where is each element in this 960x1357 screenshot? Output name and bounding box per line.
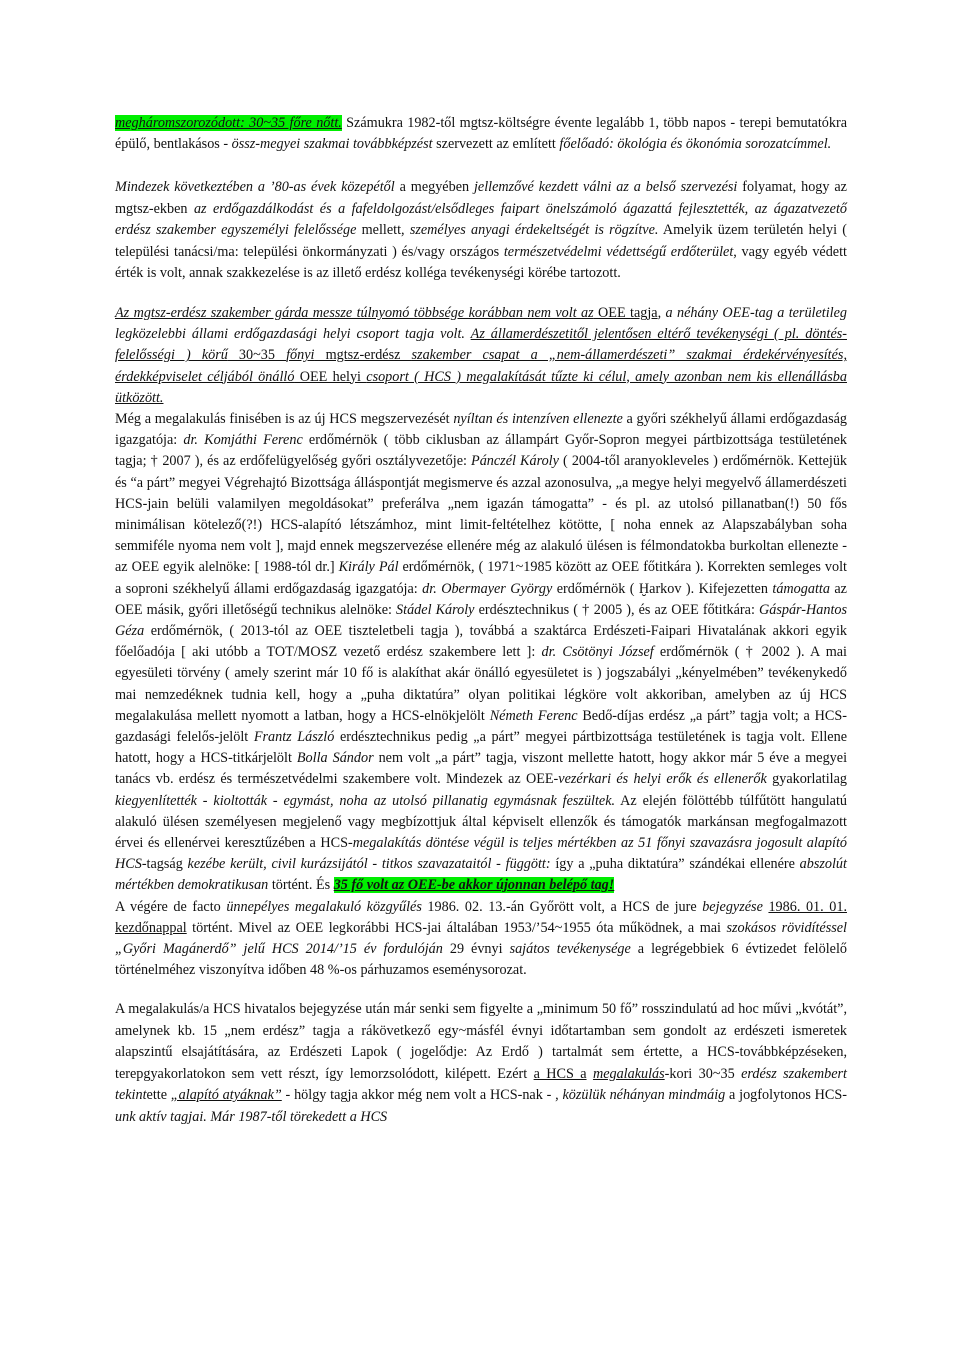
text-segment: Az elején fölöttébb túlfűtött hangulatú alakuló ülésen személyesen megjelenő vagy megbízottjuk által képviselt ellenzők és támogatók markánsan megfogalmazott érvei és ellenérvei keresztűzében a HCS- [115, 792, 847, 852]
text-segment: vezérkari és helyi erők és ellenerők [558, 771, 767, 788]
text-segment: közülük néhányan mindmáig [562, 1087, 726, 1104]
text-segment: mellett, [356, 222, 410, 239]
text-segment: csoport ( HCS ) megalakítását tűzte ki célul, amely azonban nem kis ellenállásba ütközött. [115, 368, 847, 406]
text-segment: Gáspár-Hantos Géza [115, 601, 847, 640]
text-segment: sajátos tevékenysége [509, 941, 631, 958]
text-segment: Mindezek következtében a ’80-as évek közepétől [115, 179, 395, 195]
text-segment: nyíltan és intenzíven ellenezte [453, 410, 623, 427]
text-segment: az erdőgazdálkodást és a fafeldolgozást/elsődleges faipart önelszámoló ágazattá fejlesztették, az ágazatvezető erdész szakember egyszemélyi felelőssége [115, 200, 847, 239]
text-segment: főnyi [286, 347, 315, 364]
text-segment: Még a megalakulás finisében is az új HCS megszervezését [115, 410, 454, 427]
paragraph-5 [115, 999, 847, 1127]
paragraph-2 [115, 177, 847, 285]
text-segment: ette [146, 1087, 171, 1104]
text-segment: 30~35 [227, 347, 287, 364]
text-segment: 35 fő volt az OEE-be akkor újonnan belépő tag! [333, 877, 615, 894]
text-segment: Bolla Sándor [296, 750, 374, 767]
text-segment: támogatta [772, 580, 830, 597]
text-segment: dr. Csötönyi József [541, 644, 654, 661]
text-segment: mgtsz-erdész [314, 347, 412, 364]
text-segment: Az mgtsz-erdész szakember gárda messze túlnyomó többsége korábban nem volt az [115, 304, 594, 321]
text-segment: kiegyenlítették - kioltották - egymást, noha az utolsó pillanatig egymásnak feszültek. [115, 792, 616, 809]
text-segment: a győri székhelyű állami erdőgazdaság igazgatója: [115, 410, 847, 449]
paragraph-4 [115, 409, 847, 981]
text-segment: erdőmérnök ( több ciklusban az állampárt Győr-Sopron megyei pártbizottsága testületének tagja; † 2007 ), és az erdőfelügyelőség győri osztályvezetője: [115, 432, 847, 470]
text-segment: Pánczél Károly [471, 453, 559, 470]
text-segment: szakember csapat a „nem-államerdészeti” szakmai érdekérvényesítés, érdekképviselet céljából önálló [115, 347, 847, 385]
text-segment: 29 évnyi [442, 941, 510, 958]
text-segment: az OEE másik, győri illetőségű technikus alelnöke: [115, 580, 847, 618]
text-segment: -tagság [141, 856, 188, 873]
text-segment: OEE tagja [593, 304, 658, 321]
text-segment: ( 2004-től aranyokleveles ) erdőmérnök. Kettejük és “a párt” megyei Végrehajtó Bizottsága álláspontját megismerve és azzal azonosulva, „a megye helyi megyelvő államerdészeti HCS-jain belüli valamilyen megoldásokat” preferálva „nem igazán támogatta” - és pl. az utolsó pillanatban(!) 50 fős minimálisan kötelező(?!) HCS-alapító létszámhoz, mint limit-feltételhez kötötte, [ noha ennek az Alapszabályban soha semmiféle nyoma nem volt ], majd ennek megszervezése ellenére még az alakuló ülésen is félmondatokba burkoltan ellenezte - az OEE egyik alelnöke: [ 1988-tól dr.] [115, 453, 848, 576]
text-segment: 1986. 01. 01. kezdőnappal [115, 898, 847, 936]
text-segment: a HCS a [533, 1065, 587, 1082]
text-segment: ünnepélyes megalakuló közgyűlés [226, 898, 422, 915]
text-segment: megalakítás döntése végül is teljes mértékben az 51 főnyi szavazásra jogosult alapító HCS [115, 835, 847, 873]
text-segment: megalakulás [592, 1065, 665, 1082]
text-segment: így a „puha diktatúra” szándékai ellenére [550, 856, 800, 873]
text-segment: A megalakulás/a HCS hivatalos bejegyzése után már senki sem figyelte a „minimum 50 fő” rosszindulatú ad hoc művi „kvótát”, amelynek kb. 15 „nem erdész” tagja a rákövetkező egy~másfél évnyi időtartamban sem gondolt az erdészeti ismeretek alapszintű elsajátítására, az Erdészeti Lapok ( jogelődje: Az Erdő ) tartalmát sem értette, a HCS-továbbképzéseken, terepgyakorlatokon sem vett részt, így lemorzsolódott, kilépett. Ezért [115, 1001, 847, 1082]
text-segment: erdőmérnök, ( 2013-tól az OEE tiszteletbeli tagja ), továbbá a szaktárca Erdészeti-Faipari Hivatalának akkori egyik főelőadója [ aki utóbb a TOT/MOSZ vezető erdész szakembere lett ]: [115, 623, 847, 661]
text-segment: jellemzővé kezdett válni az a belső szervezési [473, 179, 738, 195]
text-segment: Számukra 1982-től mgtsz-költségre évente legalább 1, több napos - terepi bemutatókra épülő, bentlakásos - [115, 115, 847, 152]
text-segment: „alapító atyáknak” [170, 1087, 282, 1104]
paragraph-3 [115, 303, 847, 409]
text-segment: történt. Mivel az OEE legkorábbi HCS-jai általában 1953/’54~1955 óta működnek, a mai [186, 919, 727, 936]
text-segment: erdésztechnikus ( † 2005 ), és az OEE főtitkára: [474, 601, 759, 618]
text-segment: Frantz László [253, 729, 335, 746]
text-segment: személyes anyagi érdekeltségét is rögzítve. [409, 222, 659, 239]
text-segment: - hölgy tagja akkor még nem volt a HCS-nak - , [281, 1087, 563, 1104]
text-segment: OEE helyi [294, 368, 367, 385]
text-segment: , vagy egyéb védett érték is volt, annak szakkezelése is az illető erdész kolléga tevékenységi körébe tartozott. [115, 243, 847, 282]
text-segment: bejegyzése [702, 898, 763, 915]
text-segment: erdőmérnök ( † 2002 ). A mai egyesületi törvény ( amely szerint már 10 fő is alakíthat akár önálló egyesületet is ) jogszabályi „kényelmében” tevékenykedő mai nemzedéknek tudnia kell, hogy a „puha diktatúra” olyan politikai légköre volt akkoriban, amelyben az új HCS megalakulása mellett nyomott a latban, hogy a HCS-elnökjelölt [115, 644, 847, 724]
text-segment: főelőadó: ökológia és ökonómia sorozatcímmel. [559, 136, 832, 152]
text-segment: Stádel Károly [396, 601, 475, 618]
text-segment: -kori 30~35 [664, 1065, 742, 1082]
text-segment: történt. És [268, 877, 334, 894]
text-segment: dr. Komjáthi Ferenc [183, 432, 303, 449]
text-segment: nem volt „a párt” tagja, viszont mellette hatott, hogy akkor már 5 éve a megyei tanács vb. erdész és természetvédelmi szakembere volt. Mindezek az OEE- [115, 750, 848, 788]
text-segment: szervezett az említett [432, 136, 560, 152]
text-segment: természetvédelmi védettségű erdőterület [503, 243, 734, 260]
text-segment: erdőmérnök, ( 1971~1985 között az OEE főtitkára ). Korrekten semleges volt a soproni székhelyű állami erdőgazdaság igazgatója: [115, 559, 847, 597]
text-segment: erdőmérnök ( Ḫarkov ). Kifejezetten [552, 580, 773, 597]
text-segment: 1986. 02. 13.-án Győrött volt, a HCS de jure [421, 898, 703, 915]
text-segment: Bedő-díjas erdész „a párt” tagja volt; a HCS-gazdasági felelős-jelölt [115, 707, 847, 746]
text-segment: kezébe került, civil kurázsijától - titkos szavazataitól - függött: [187, 856, 551, 873]
text-segment: , a néhány OEE-tag a területileg legközelebbi állami erdőgazdasági helyi csoport tagja volt. [115, 304, 848, 343]
text-segment: dr. Obermayer György [422, 580, 553, 597]
text-segment: a megyében [394, 179, 474, 195]
text-segment: abszolút mértékben demokratikusan [115, 856, 847, 894]
text-segment: gyakorlatilag [766, 771, 847, 788]
text-segment: folyamat, hogy az mgtsz-ekben [115, 179, 847, 217]
text-segment: Németh Ferenc [489, 707, 578, 724]
text-segment: össz-megyei szakmai továbbképzést [231, 136, 433, 152]
text-segment: erdész szakembert tekint [115, 1065, 847, 1104]
text-segment: a jogfolytonos HCS- [725, 1087, 847, 1104]
text-segment: a legrégebbiek 6 évtizedet felölelő történelméhez viszonyítva időben 48 %-os párhuzamos eseménysorozat. [115, 941, 847, 979]
text-segment: A végére de facto [115, 898, 227, 915]
document-page [115, 113, 847, 1128]
text-segment: megháromszorozódott: 30~35 főre nőtt. [115, 115, 342, 131]
text-segment: erdésztechnikus pedig „a párt” megyei pártbizottsága testületének is tagja volt. Ellene hatott, hogy a HCS-titkárjelölt [115, 729, 847, 767]
text-segment: unk aktív tagjai. Már 1987-től törekedett a HCS [115, 1108, 388, 1125]
text-segment: szokásos rövidítéssel „Győri Magánerdő” jelű HCS 2014/’15 év fordulóján [115, 919, 847, 958]
paragraph-1 [115, 113, 847, 155]
text-segment: Az államerdészetitől jelentősen eltérő tevékenységi ( pl. döntés-felelősségi ) körű [115, 326, 847, 364]
text-segment: Amelyik üzem területén helyi ( települési tanácsi/ma: települési önkormányzati ) és/vagy országos [115, 222, 847, 260]
text-segment: Király Pál [338, 559, 399, 576]
